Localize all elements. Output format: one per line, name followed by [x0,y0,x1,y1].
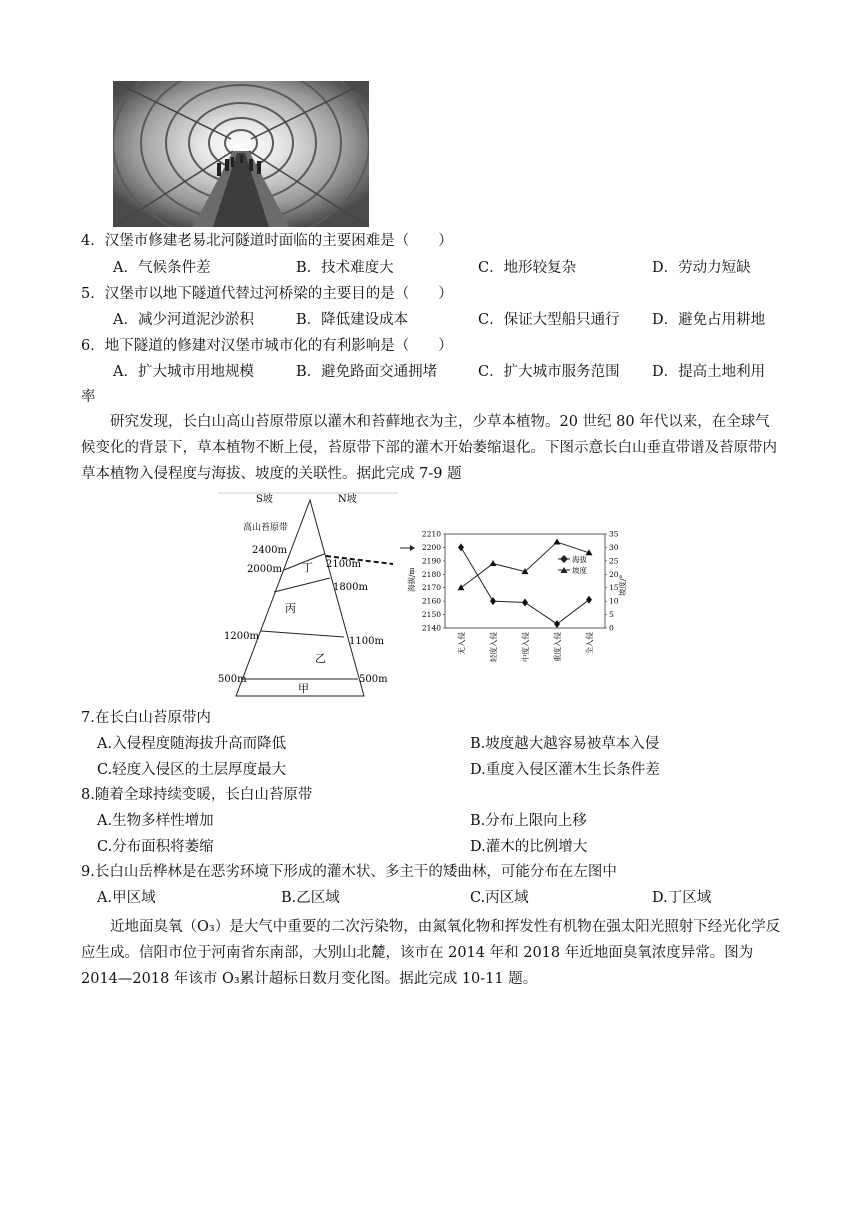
chart-legend [558,554,587,575]
x-tick-2: 中度入侵 [521,632,530,662]
n-slope-label: N坡 [338,494,357,505]
q7-option-d: D.重度入侵区灌木生长条件差 [470,762,660,778]
x-tick-1: 轻度入侵 [489,632,498,662]
left-elev-3: 1200m [224,631,259,642]
legend-slope: 坡度 [572,566,587,575]
right-elev-3: 1100m [349,636,384,647]
q8-option-d: D.灌木的比例增大 [470,839,588,855]
y-tick-2: 2160 [421,596,441,606]
q9-option-d: D.丁区域 [652,890,712,906]
question-7: 7.在长白山苔原带内 [81,710,211,726]
y2-tick-6: 30 [609,542,619,552]
x-tick-0: 无入侵 [457,632,466,655]
y-tick-5: 2190 [421,556,441,566]
question-6: 6．地下隧道的修建对汉堡市城市化的有利影响是（ ） [81,338,453,354]
q6-option-d: D．提高土地利用 [652,364,766,380]
y2-tick-0: 0 [609,623,614,633]
q5-option-a: A．减少河道泥沙淤积 [113,312,254,328]
slope-point-1 [490,560,497,566]
passage-ozone: 近地面臭氧（O₃）是大气中重要的二次污染物，由氮氧化物和挥发性有机物在强太阳光照射下经光化学反应生成。信阳市位于河南省东南部，大别山北麓，该市在 2014 年和 2018 年近地面臭氧浓度异常。图为 2014—2018 年该市 O₃累计超标日数月变化图。据此完成 10-11 题。 [81,919,781,987]
altitude-point-2 [522,598,528,606]
y2-tick-4: 20 [609,569,619,579]
y2-axis-label: 坡度/° [618,574,627,596]
zone-bing: 丙 [285,602,296,615]
y2-tick-5: 25 [609,556,619,566]
tunnel-photo [113,81,369,227]
y-tick-0: 2140 [421,623,441,633]
right-elev-2: 1800m [333,582,368,593]
altitude-point-3 [554,620,560,628]
left-elev-1: 2400m [252,545,287,556]
q8-option-a: A.生物多样性增加 [97,813,214,829]
q4-option-c: C．地形较复杂 [478,260,577,276]
q5-option-d: D．避免占用耕地 [652,312,766,328]
y-tick-1: 2150 [421,610,441,620]
left-elev-2: 2000m [247,564,282,575]
left-elev-4: 500m [218,674,247,685]
q7-option-b: B.坡度越大越容易被草本入侵 [470,736,660,752]
q9-option-c: C.丙区域 [470,890,529,906]
question-8: 8.随着全球持续变暖，长白山苔原带 [81,787,313,803]
mountain-zone-diagram [218,492,398,708]
y2-tick-7: 35 [609,529,619,539]
q4-option-b: B．技术难度大 [296,260,394,276]
y2-tick-1: 5 [609,610,614,620]
q4-option-d: D．劳动力短缺 [652,260,751,276]
passage-changbai: 研究发现，长白山高山苔原带原以灌木和苔藓地衣为主，少草本植物。20 世纪 80 年代以来，在全球气候变化的背景下，草本植物不断上侵，苔原带下部的灌木开始萎缩退化。下图示意长白山垂直带谱及苔原带内草本植物入侵程度与海拔、坡度的关联性。据此完成 7-9 题 [81,414,777,482]
series-line-1 [461,542,589,588]
zone-jia: 甲 [298,682,309,695]
altitude-point-4 [586,596,592,604]
y2-tick-3: 15 [609,583,619,593]
x-tick-4: 全入侵 [585,632,594,655]
slope-point-3 [554,539,561,545]
q5-option-c: C．保证大型船只通行 [478,312,620,328]
y-tick-7: 2210 [421,529,441,539]
q8-option-c: C.分布面积将萎缩 [97,839,214,855]
y-axis-label: 海拔/m [407,567,416,592]
q7-option-c: C.轻度入侵区的土层厚度最大 [97,762,287,778]
x-tick-3: 重度入侵 [553,632,562,662]
q6-option-c: C．扩大城市服务范围 [478,364,620,380]
q7-option-a: A.入侵程度随海拔升高而降低 [97,736,287,752]
invasion-chart [400,524,630,678]
question-9: 9.长白山岳桦林是在恶劣环境下形成的灌木状、多主干的矮曲林，可能分布在左图中 [81,864,617,880]
question-4: 4．汉堡市修建老易北河隧道时面临的主要困难是（ ） [81,233,453,249]
zone-yi: 乙 [315,652,326,665]
slope-point-0 [458,584,465,590]
q8-option-b: B.分布上限向上移 [470,813,587,829]
plot-frame [445,534,605,628]
zone-ding: 丁 [302,561,313,574]
q6-option-b: B．避免路面交通拥堵 [296,364,438,380]
y-tick-6: 2200 [421,542,441,552]
q9-option-a: A.甲区域 [97,890,156,906]
s-slope-label: S坡 [256,494,273,505]
q9-option-b: B.乙区域 [281,890,340,906]
question-5: 5．汉堡市以地下隧道代替过河桥梁的主要目的是（ ） [81,286,453,302]
legend-altitude: 海拔 [572,555,587,564]
q5-option-b: B．降低建设成本 [296,312,409,328]
y2-tick-2: 10 [609,596,619,606]
right-elev-4: 500m [359,674,388,685]
pointer-arrow [400,545,415,551]
y-tick-3: 2170 [421,583,441,593]
q6-option-d-wrap: 率 [81,389,96,405]
q6-option-a: A．扩大城市用地规模 [113,364,254,380]
right-elev-1: 2100m [326,559,361,570]
y-tick-4: 2180 [421,569,441,579]
q4-option-a: A．气候条件差 [113,260,211,276]
legend-marker-altitude [560,555,568,563]
alpine-tundra-label: 高山苔原带 [243,523,289,533]
